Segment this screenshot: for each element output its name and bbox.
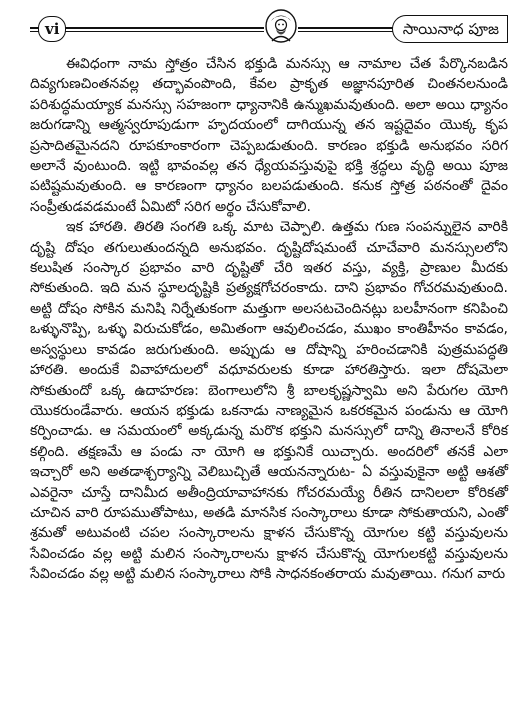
page-title: సాయినాధ పూజ [392, 15, 508, 43]
paragraph: ఇక హారతి. తిరతి సంగతి ఒక్క మాట చెప్పాలి. ఉత్తమ గుణ సంపన్నులైన వారికి దృష్టి దోషం తగులుతుందన్నది అనుభవం. దృష్టిదోషమంటే చూచేవారి మనస్సులలోని కలుషిత సంస్కార ప్రభావం వారి దృష్టితో చేరి ఇతర వస్తు, వ్యక్తి, ప్రాణుల మీదకు సోకుతుంది. ఇది మన స్థూలదృష్టికి ప్రత్యక్షగోచరంకాదు. దాని ప్రభావం గోచరమవుతుంది. అట్టి దోషం సోకిన మనిషి నిర్నేతుకంగా మత్తుగా అలసటచెందినట్లు బలహీనంగా కనిపించి ఒళ్ళునొప్పి, ఒళ్ళు విరుచుకోడం, అమితంగా ఆవులించడం, ముఖం కాంతిహీనం కావడం, అస్వస్థులు కావడం జరుగుతుంది. అప్పుడు ఆ దోషాన్ని హరించడానికి పుత్రమపద్ధతి హారతి. అందుకే వివాహాదులలో వధూవరులకు కూడా హారతిస్తారు. ఇలా దోషమెలా సోకుతుందో ఒక్క ఉదాహరణ: బెంగాలులోని శ్రీ బాలకృష్ణస్వామి అని పేరుగల యోగి యొకరుండేవారు. ఆయన భక్తుడు ఒకనాడు నాణ్యమైన ఒకరకమైన పండును ఆ యోగి కర్పించాడు. ఆ సమయంలో అక్కడున్న మరొక భక్తుని మనస్సులో దాన్ని తినాలనే కోరిక కల్గింది. తక్షణమే ఆ పండు నా యోగి ఆ భక్తునికే యిచ్చారు. అందరిలో తనకే ఎలా ఇచ్చారో అని అతడాశ్చర్యాన్ని వెలిబుచ్చితే ఆయనన్నారుట- ఏ వస్తువుకైనా అట్టి ఆశతో ఎవరైనా చూస్తే దానిమీద అతీంద్రియావాహానకు గోచరమయ్యే రీతిన దానిలలా కోరికతో చూచిన వారి రూపముతోపాటు, అతడి మానసిక సంస్కారాలు కూడా సోకుతాయని, ఎంతో శ్రమతో అటువంటి చపల సంస్కారాలను క్షాళన చేసుకొన్న యోగుల కట్టి వస్తువులను సేవించడం వల్ల అట్టి మలిన సంస్కారాలను క్షాళన చేసుకొన్న యోగులకట్టి వస్తువులను సేవించడం వల్ల అట్టి మలిన సంస్కారాలు సోకి సాధనకంతరాయ మవుతాయి. గనుగ వారు [30, 219, 508, 583]
paragraph: ఈవిధంగా నామ స్తోత్రం చేసిన భక్తుడి మనస్సు ఆ నామాల చేత పేర్కొనబడిన దివ్యగుణచింతనవల్ల తద్భావంపొంది, కేవల ప్రాకృత అజ్ఞానపూరిత చింతనలనుండి పరిశుద్ధమయ్యాక మనస్సు సహజంగా ధ్యానానికి ఉన్ముఖమవుతుంది. అలా అయి ధ్యానం జరుగడాన్ని ఆత్మస్వరూపుడుగా హృదయంలో దాగియున్న తన ఇష్టదైవం యొక్క కృప ప్రసాదితమైనదని రూపకూంకారంగా చెప్పబడుతుంది. కారణం భక్తుడి అనుభవం సరిగ అలానే వుంటుంది. ఇట్టి భావంవల్ల తన ధ్యేయవస్తువుపై భక్తి శ్రద్ధలు వృద్ధి అయి పూజ పటిష్టమవుతుంది. ఆ కారణంగా ధ్యానం బలపడుతుంది. కనుక స్తోత్ర పఠనంతో దైవం సంప్రీతుడవడమంటే ఏమిటో సరిగ అర్థం చేసుకోవాలి. [30, 56, 508, 215]
body-text [30, 54, 508, 585]
sai-baba-portrait-icon [264, 8, 298, 44]
page-header [30, 14, 508, 44]
page-number: vi [38, 16, 66, 42]
